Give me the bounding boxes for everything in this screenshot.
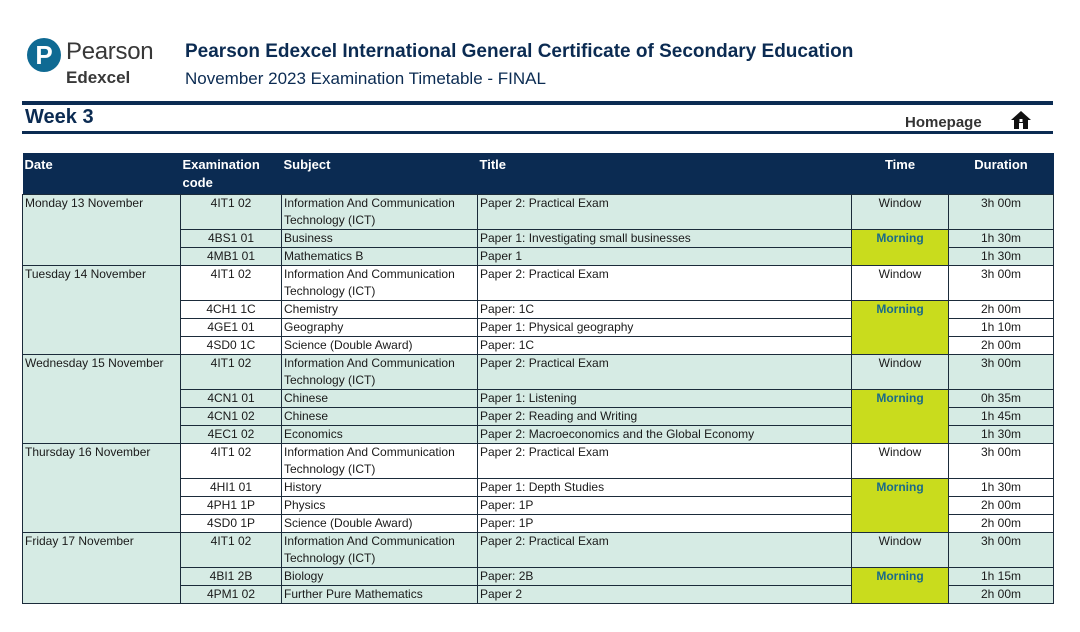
duration-cell: 1h 30m (949, 479, 1054, 497)
time-cell: Window (852, 195, 949, 230)
pearson-edexcel-logo (27, 36, 157, 92)
logo-sub: Edexcel (66, 68, 131, 87)
duration-cell: 2h 00m (949, 337, 1054, 355)
date-cell: Wednesday 15 November (23, 355, 181, 444)
exam-code-cell: 4BI1 2B (181, 568, 282, 586)
time-cell: Window (852, 444, 949, 479)
pearson-logo-icon: P (27, 38, 61, 72)
subject-cell: Physics (282, 497, 478, 515)
title-cell: Paper 2: Practical Exam (478, 533, 852, 568)
title-cell: Paper 2: Macroeconomics and the Global Economy (478, 426, 852, 444)
table-row (23, 266, 1054, 301)
duration-cell: 3h 00m (949, 266, 1054, 301)
title-cell: Paper 1 (478, 248, 852, 266)
title-cell: Paper: 1P (478, 497, 852, 515)
exam-code-cell: 4IT1 02 (181, 195, 282, 230)
exam-code-cell: 4CN1 01 (181, 390, 282, 408)
duration-cell: 1h 45m (949, 408, 1054, 426)
duration-cell: 2h 00m (949, 586, 1054, 604)
exam-code-cell: 4IT1 02 (181, 533, 282, 568)
duration-cell: 3h 00m (949, 355, 1054, 390)
title-cell: Paper 1: Depth Studies (478, 479, 852, 497)
time-cell: Window (852, 266, 949, 301)
subject-cell: Business (282, 230, 478, 248)
duration-cell: 1h 30m (949, 230, 1054, 248)
exam-code-cell: 4SD0 1P (181, 515, 282, 533)
subject-cell: Science (Double Award) (282, 515, 478, 533)
subject-cell: Further Pure Mathematics (282, 586, 478, 604)
col-date: Date (23, 153, 181, 195)
title-cell: Paper 2: Practical Exam (478, 444, 852, 479)
title-cell: Paper 2: Practical Exam (478, 355, 852, 390)
exam-code-cell: 4SD0 1C (181, 337, 282, 355)
subject-cell: Information And Communication Technology (ICT) (282, 355, 478, 390)
week-heading: Week 3 (25, 106, 94, 128)
exam-code-cell: 4PM1 02 (181, 586, 282, 604)
exam-code-cell: 4GE1 01 (181, 319, 282, 337)
exam-code-cell: 4IT1 02 (181, 266, 282, 301)
morning-session-cell: Morning (852, 479, 949, 533)
col-time: Time (852, 153, 949, 195)
morning-session-cell: Morning (852, 301, 949, 355)
subject-cell: Information And Communication Technology (ICT) (282, 266, 478, 301)
title-cell: Paper: 1C (478, 301, 852, 319)
subject-cell: Chinese (282, 408, 478, 426)
exam-code-cell: 4PH1 1P (181, 497, 282, 515)
title-cell: Paper 2 (478, 586, 852, 604)
morning-session-cell: Morning (852, 230, 949, 266)
timetable-body (23, 195, 1054, 604)
exam-code-cell: 4CH1 1C (181, 301, 282, 319)
exam-code-cell: 4HI1 01 (181, 479, 282, 497)
duration-cell: 0h 35m (949, 390, 1054, 408)
title-cell: Paper 2: Practical Exam (478, 266, 852, 301)
col-duration: Duration (949, 153, 1054, 195)
title-cell: Paper: 1C (478, 337, 852, 355)
exam-code-cell: 4MB1 01 (181, 248, 282, 266)
table-row (23, 533, 1054, 568)
title-cell: Paper 2: Practical Exam (478, 195, 852, 230)
duration-cell: 2h 00m (949, 497, 1054, 515)
date-cell: Tuesday 14 November (23, 266, 181, 355)
table-row (23, 355, 1054, 390)
date-cell: Thursday 16 November (23, 444, 181, 533)
homepage-link[interactable]: Homepage (905, 114, 982, 131)
home-icon[interactable] (1010, 110, 1032, 130)
subject-cell: Chemistry (282, 301, 478, 319)
subject-cell: Information And Communication Technology (ICT) (282, 533, 478, 568)
title-cell: Paper: 1P (478, 515, 852, 533)
subject-cell: Biology (282, 568, 478, 586)
duration-cell: 3h 00m (949, 195, 1054, 230)
timetable-table (22, 153, 1054, 604)
duration-cell: 2h 00m (949, 301, 1054, 319)
duration-cell: 3h 00m (949, 444, 1054, 479)
subject-cell: Information And Communication Technology (ICT) (282, 195, 478, 230)
table-row (23, 444, 1054, 479)
duration-cell: 3h 00m (949, 533, 1054, 568)
logo-name: Pearson (66, 38, 154, 65)
exam-code-cell: 4CN1 02 (181, 408, 282, 426)
time-cell: Window (852, 533, 949, 568)
duration-cell: 1h 30m (949, 248, 1054, 266)
table-header-row (23, 153, 1054, 195)
subject-cell: History (282, 479, 478, 497)
duration-cell: 1h 15m (949, 568, 1054, 586)
col-subject: Subject (282, 153, 478, 195)
title-cell: Paper: 2B (478, 568, 852, 586)
document-subtitle: November 2023 Examination Timetable - FINAL (185, 69, 546, 88)
duration-cell: 1h 10m (949, 319, 1054, 337)
col-exam-code: Examination code (181, 153, 282, 195)
title-cell: Paper 2: Reading and Writing (478, 408, 852, 426)
table-row (23, 195, 1054, 230)
morning-session-cell: Morning (852, 390, 949, 444)
subject-cell: Science (Double Award) (282, 337, 478, 355)
subject-cell: Information And Communication Technology (ICT) (282, 444, 478, 479)
exam-code-cell: 4IT1 02 (181, 355, 282, 390)
subject-cell: Chinese (282, 390, 478, 408)
date-cell: Friday 17 November (23, 533, 181, 604)
duration-cell: 1h 30m (949, 426, 1054, 444)
exam-code-cell: 4EC1 02 (181, 426, 282, 444)
subject-cell: Geography (282, 319, 478, 337)
header-rule-top (22, 101, 1053, 105)
title-cell: Paper 1: Physical geography (478, 319, 852, 337)
title-cell: Paper 1: Listening (478, 390, 852, 408)
time-cell: Window (852, 355, 949, 390)
date-cell: Monday 13 November (23, 195, 181, 266)
duration-cell: 2h 00m (949, 515, 1054, 533)
exam-code-cell: 4IT1 02 (181, 444, 282, 479)
document-title: Pearson Edexcel International General Certificate of Secondary Education (185, 41, 854, 62)
morning-session-cell: Morning (852, 568, 949, 604)
subject-cell: Mathematics B (282, 248, 478, 266)
col-title: Title (478, 153, 852, 195)
title-cell: Paper 1: Investigating small businesses (478, 230, 852, 248)
subject-cell: Economics (282, 426, 478, 444)
header-rule-bottom (22, 131, 1053, 134)
exam-code-cell: 4BS1 01 (181, 230, 282, 248)
